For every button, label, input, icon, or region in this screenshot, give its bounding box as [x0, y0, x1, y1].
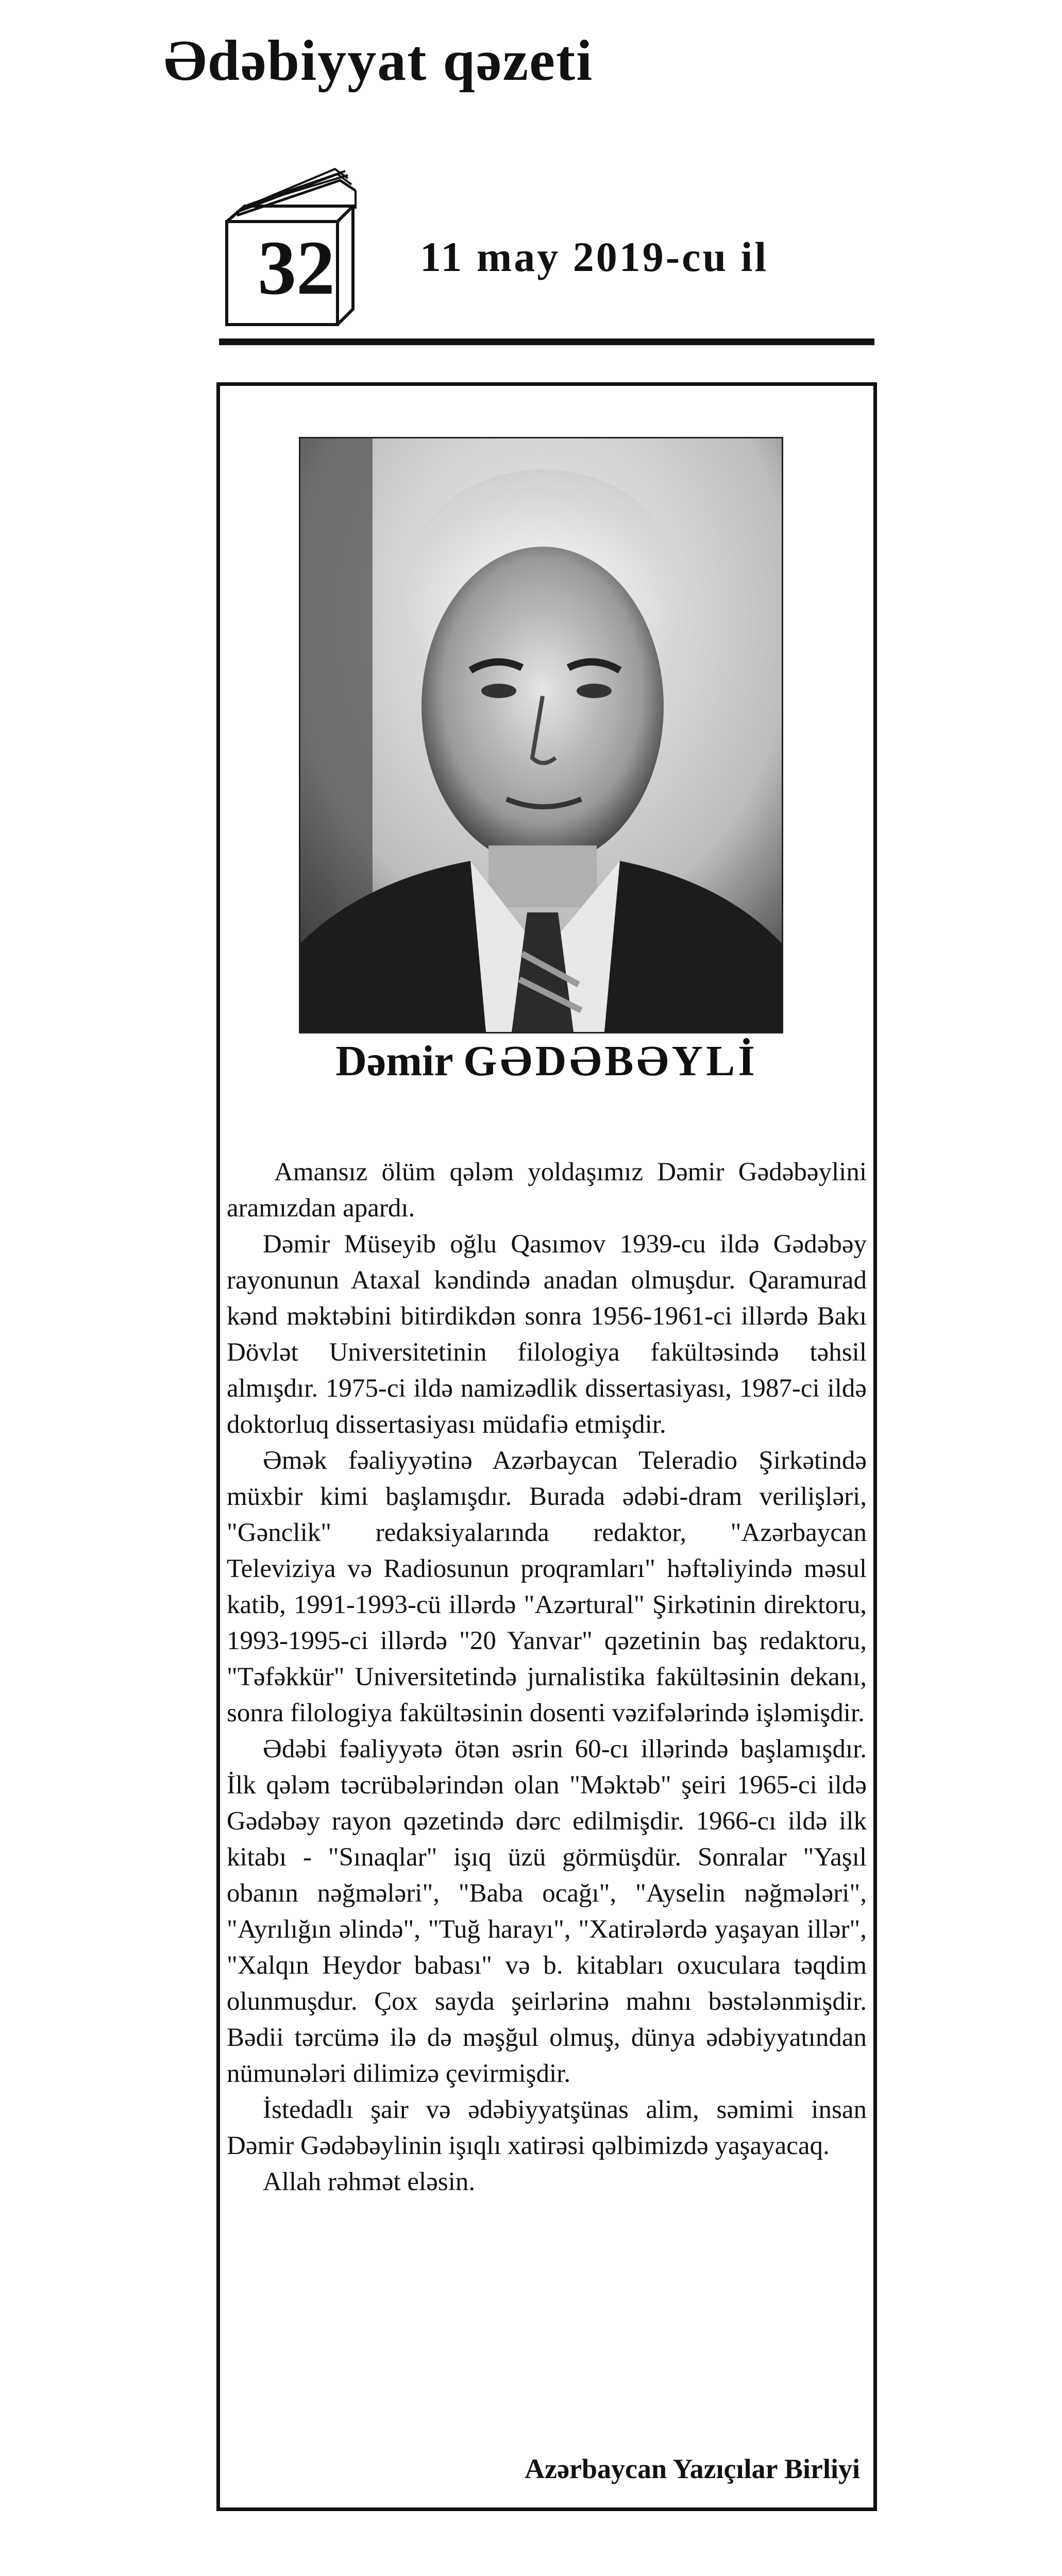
- name-last: GƏDƏBƏYLİ: [463, 1037, 758, 1085]
- obituary-text: [227, 1154, 867, 2200]
- portrait-photo: [299, 437, 783, 1033]
- signature: Azərbaycan Yazıçılar Birliyi: [525, 2453, 860, 2484]
- issue-number: 32: [258, 225, 335, 311]
- paragraph-4: Ədəbi fəaliyyətə ötən əsrin 60-cı illərində başlamışdır. İlk qələm təcrübələrindən olan "Məktəb" şeiri 1965-ci ildə Gədəbəy rayon qəzetində dərc edilmişdir. 1966-cı ildə ilk kitabı - "Sınaqlar" işıq üzü görmüşdür. Sonralar "Yaşıl obanın nəğmələri", "Baba ocağı", "Ayselin nəğmələri", "Ayrılığın əlində", "Tuğ harayı", "Xatirələrdə yaşayan illər", "Xalqın Heydor babası" və b. kitabları oxuculara təqdim olunmuşdur. Çox sayda şeirlərinə mahnı bəstələnmişdir. Bədii tərcümə ilə də məşğul olmuş, dünya ədəbiyyatından nümunələri dilimizə çevirmişdir.: [227, 1735, 867, 2088]
- name-first: Dəmir: [335, 1037, 453, 1085]
- portrait-illustration: [300, 438, 782, 1032]
- newspaper-title: Ədəbiyyat qəzeti: [164, 29, 594, 93]
- deceased-name: [216, 1036, 877, 1088]
- paragraph-5: İstedadlı şair və ədəbiyyatşünas alim, səmimi insan Dəmir Gədəbəylinin işıqlı xatirəsi qəlbimizdə yaşayacaq.: [227, 2095, 867, 2160]
- paragraph-1: Amansız ölüm qələm yoldaşımız Dəmir Gədəbəylini aramızdan apardı.: [227, 1158, 867, 1223]
- paragraph-6: Allah rəhmət eləsin.: [263, 2167, 476, 2196]
- paragraph-2: Dəmir Müseyib oğlu Qasımov 1939-cu ildə Gədəbəy rayonunun Ataxal kəndində anadan olmuşdur. Qaramurad kənd məktəbini bitirdikdən sonra 1956-1961-ci illərdə Bakı Dövlət Universitetinin filologiya fakültəsində təhsil almışdır. 1975-ci ildə namizədlik dissertasiyası, 1987-ci ildə doktorluq dissertasiyası müdafiə etmişdir.: [227, 1230, 867, 1439]
- paragraph-3: Əmək fəaliyyətinə Azərbaycan Teleradio Şirkətində müxbir kimi başlamışdır. Burada ədəbi-dram verilişləri, "Gənclik" redaksiyalarında redaktor, "Azərbaycan Televiziya və Radiosunun proqramları" həftəliyində məsul katib, 1991-1993-cü illərdə "Azərtural" Şirkətinin direktoru, 1993-1995-ci illərdə "20 Yanvar" qəzetinin baş redaktoru, "Təfəkkür" Universitetində jurnalistika fakültəsinin dekanı, sonra filologiya fakültəsinin dosenti vəzifələrində işləmişdir.: [227, 1446, 867, 1727]
- issue-date: 11 may 2019-cu il: [420, 233, 769, 280]
- header-divider: [219, 338, 874, 345]
